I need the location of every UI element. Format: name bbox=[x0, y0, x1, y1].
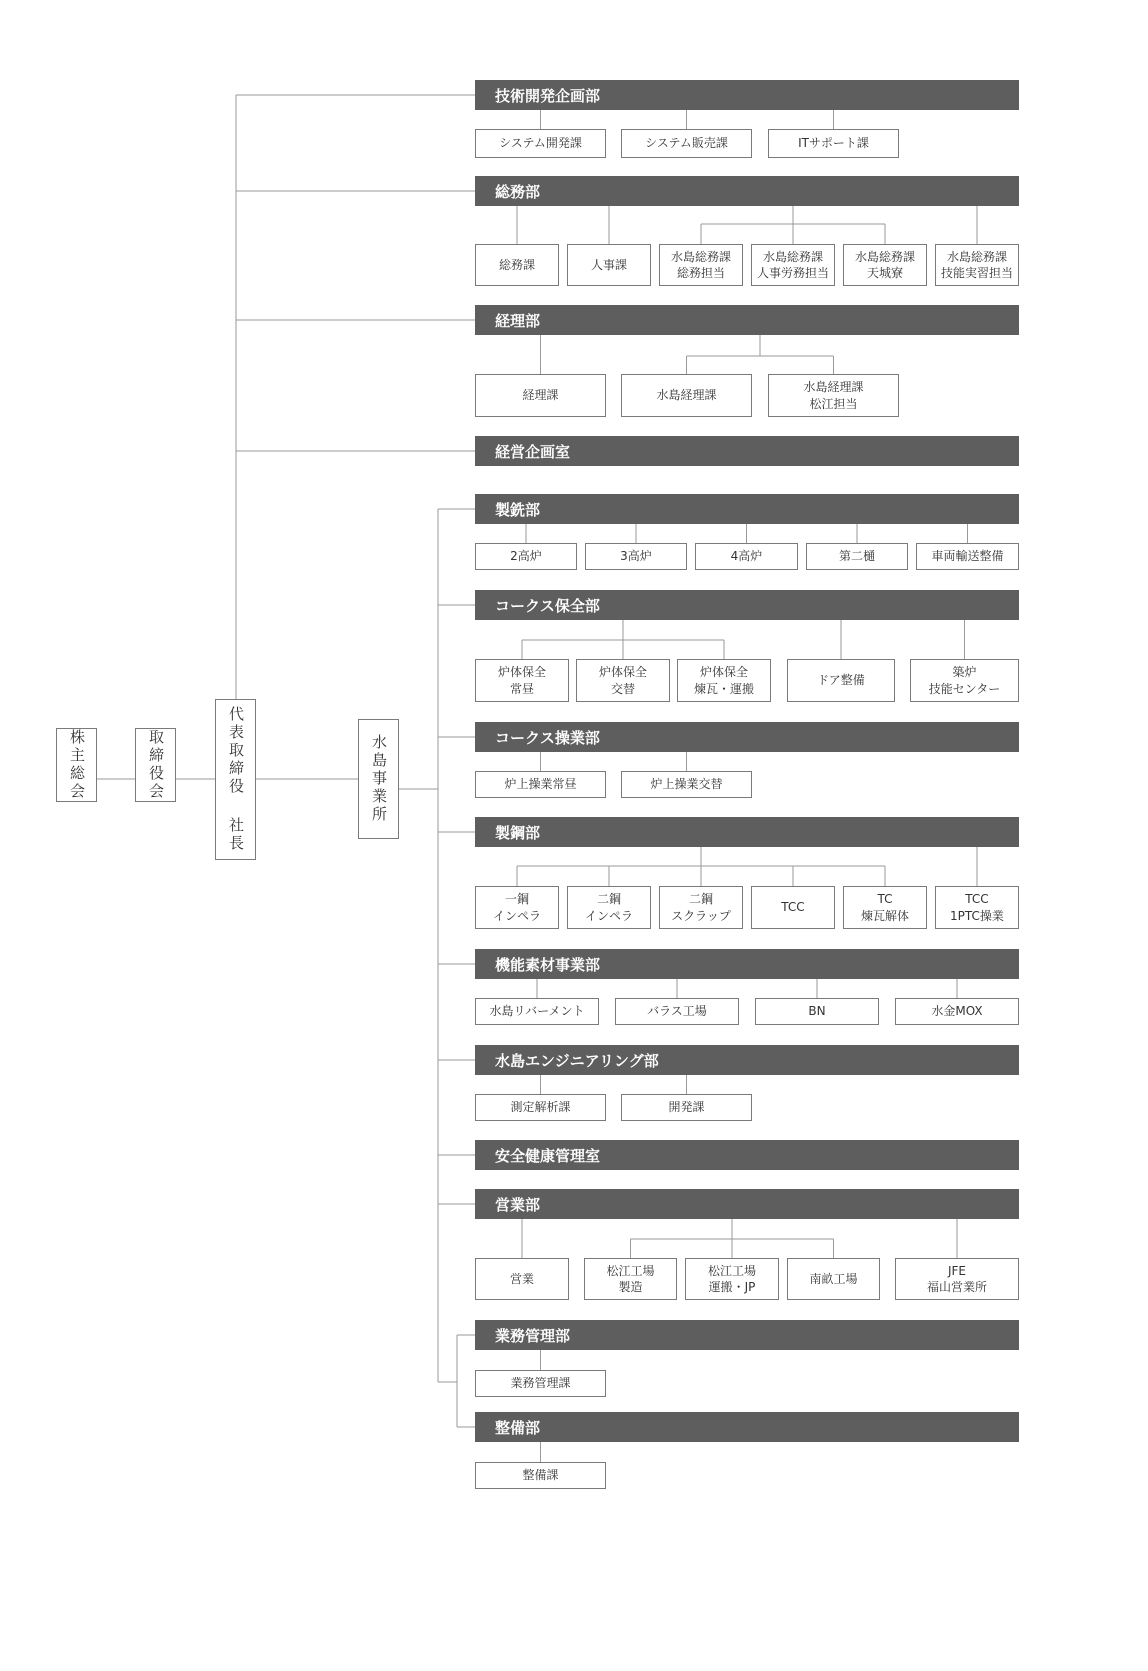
section-box: 二鋼 インペラ bbox=[567, 886, 651, 929]
dept-gijutsu: 技術開発企画部 bbox=[475, 80, 1019, 110]
section-box: 水島経理課 松江担当 bbox=[768, 374, 899, 417]
section-box: 水金MOX bbox=[895, 998, 1019, 1025]
section-box: システム開発課 bbox=[475, 129, 606, 158]
dept-eng: 水島エンジニアリング部 bbox=[475, 1045, 1019, 1075]
section-box: 水島総務課 人事労務担当 bbox=[751, 244, 835, 286]
section-box: 水島総務課 天城寮 bbox=[843, 244, 927, 286]
president-box bbox=[215, 699, 256, 860]
section-box: ドア整備 bbox=[787, 659, 895, 702]
dept-gyomu: 業務管理部 bbox=[475, 1320, 1019, 1350]
dept-seisen: 製銑部 bbox=[475, 494, 1019, 524]
section-box: 水島総務課 総務担当 bbox=[659, 244, 743, 286]
section-box: BN bbox=[755, 998, 879, 1025]
section-box: 人事課 bbox=[567, 244, 651, 286]
president-label: 代表取締役 社長 bbox=[227, 706, 245, 853]
section-box: 4高炉 bbox=[695, 543, 798, 570]
section-box: 炉体保全 常昼 bbox=[475, 659, 569, 702]
section-box: TCC bbox=[751, 886, 835, 929]
shareholders-label: 株主総会 bbox=[68, 729, 86, 801]
section-box: 整備課 bbox=[475, 1462, 606, 1489]
section-box: 3高炉 bbox=[585, 543, 687, 570]
section-box: 総務課 bbox=[475, 244, 559, 286]
section-box: 車両輸送整備 bbox=[916, 543, 1019, 570]
section-box: TCC 1PTC操業 bbox=[935, 886, 1019, 929]
section-box: バラス工場 bbox=[615, 998, 739, 1025]
section-box: 炉体保全 煉瓦・運搬 bbox=[677, 659, 771, 702]
section-box: 炉上操業交替 bbox=[621, 771, 752, 798]
section-box: TC 煉瓦解体 bbox=[843, 886, 927, 929]
mizushima-office-box bbox=[358, 719, 399, 839]
section-box: 測定解析課 bbox=[475, 1094, 606, 1121]
section-box: ITサポート課 bbox=[768, 129, 899, 158]
dept-eigyo: 営業部 bbox=[475, 1189, 1019, 1219]
section-box: 営業 bbox=[475, 1258, 569, 1300]
dept-seiko: 製鋼部 bbox=[475, 817, 1019, 847]
section-box: システム販売課 bbox=[621, 129, 752, 158]
shareholders-box bbox=[56, 728, 97, 802]
section-box: 第二樋 bbox=[806, 543, 908, 570]
section-box: 炉上操業常昼 bbox=[475, 771, 606, 798]
board-box bbox=[135, 728, 176, 802]
section-box: 開発課 bbox=[621, 1094, 752, 1121]
mizushima-office-label: 水島事業所 bbox=[370, 734, 388, 824]
section-box: 一鋼 インペラ bbox=[475, 886, 559, 929]
section-box: JFE 福山営業所 bbox=[895, 1258, 1019, 1300]
dept-cokes-hozen: コークス保全部 bbox=[475, 590, 1019, 620]
dept-seibi: 整備部 bbox=[475, 1412, 1019, 1442]
section-box: 水島リバーメント bbox=[475, 998, 599, 1025]
section-box: 業務管理課 bbox=[475, 1370, 606, 1397]
dept-somu: 総務部 bbox=[475, 176, 1019, 206]
section-box: 南畝工場 bbox=[787, 1258, 880, 1300]
dept-keiri: 経理部 bbox=[475, 305, 1019, 335]
dept-cokes-sogyo: コークス操業部 bbox=[475, 722, 1019, 752]
section-box: 松江工場 運搬・JP bbox=[685, 1258, 779, 1300]
section-box: 炉体保全 交替 bbox=[576, 659, 670, 702]
section-box: 松江工場 製造 bbox=[584, 1258, 677, 1300]
board-label: 取締役会 bbox=[147, 729, 165, 801]
dept-anzen: 安全健康管理室 bbox=[475, 1140, 1019, 1170]
section-box: 二鋼 スクラップ bbox=[659, 886, 743, 929]
dept-keiei: 経営企画室 bbox=[475, 436, 1019, 466]
section-box: 2高炉 bbox=[475, 543, 577, 570]
section-box: 水島経理課 bbox=[621, 374, 752, 417]
section-box: 経理課 bbox=[475, 374, 606, 417]
section-box: 築炉 技能センター bbox=[910, 659, 1019, 702]
section-box: 水島総務課 技能実習担当 bbox=[935, 244, 1019, 286]
dept-kino: 機能素材事業部 bbox=[475, 949, 1019, 979]
